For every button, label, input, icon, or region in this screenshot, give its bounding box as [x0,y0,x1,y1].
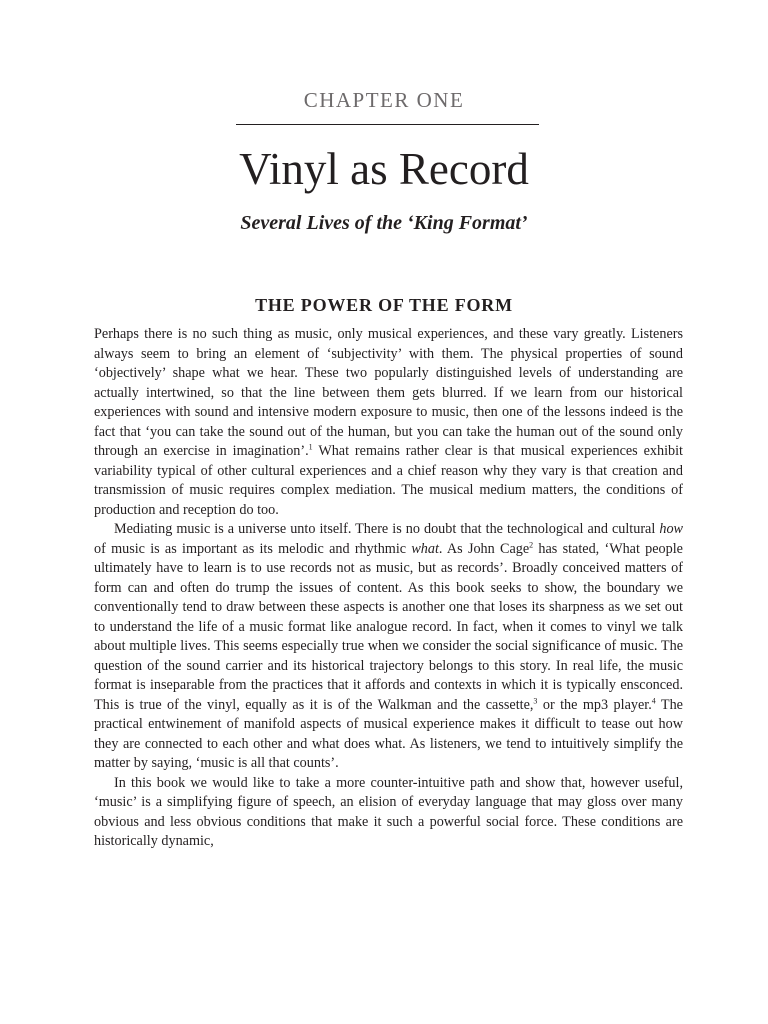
chapter-label: CHAPTER ONE [303,88,465,112]
section-heading: THE POWER OF THE FORM [255,295,513,315]
paragraph-2-emphasis-what: what [411,540,439,557]
footnote-ref-3[interactable]: 3 [533,695,538,705]
paragraph-2-text-a: Mediating music is a universe unto itself. There is no doubt that the technological and cultural [114,521,660,537]
footnote-ref-2[interactable]: 2 [529,539,534,549]
paragraph-1 [94,325,683,520]
paragraph-2-text-c: . As John Cage [438,540,530,557]
paragraph-3 [94,774,683,852]
paragraph-2-text-e: or the mp3 player. [537,696,652,713]
paragraph-2-emphasis-how: how [659,521,683,537]
paragraph-2-text-b: of music is as important as its melodic and rhythmic [94,540,412,557]
paragraph-2-text-d: has stated, ‘What people ultimately have to learn is to use records not as music, but as records’. Broadly conceived matters of form can and often do trump the issues of content. As this book seeks to show, the boundary we conventionally tend to draw between these aspects is another one that loses its sharpness as we set out to understand the life of a music format like analogue record. In fact, when it comes to vinyl we talk about multiple lives. This seems especially true when we consider the social significance of music. The question of the sound carrier and its historical trajectory belongs to this story. In real life, the music format is inseparable from the practices that it affords and contexts in which it is typically ensconced. This is true of the vinyl, equally as it is of the Walkman and the cassette, [94,540,683,713]
chapter-subtitle: Several Lives of the ‘King Format’ [240,212,528,234]
chapter-divider [236,124,539,125]
paragraph-2-text-f: The practical entwinement of manifold aspects of musical experience makes it difficult to tease out how they are connected to each other and what does what. As listeners, we tend to intuitively simplify the matter by saying, ‘music is all that counts’. [94,696,683,771]
footnote-ref-4[interactable]: 4 [651,695,656,705]
chapter-title: Vinyl as Record [239,144,529,194]
paragraph-3-text-a: In this book we would like to take a more counter-intuitive path and show that, however useful, ‘music’ is a simplifying figure of speech, an elision of everyday language that may gloss over many obvious and less obvious conditions that make it such a powerful social force. These conditions are historically dynamic, [94,774,683,849]
paragraph-1-text-b: What remains rather clear is that musical experiences exhibit variability typical of other cultural experiences and a chief reason why they vary is that creation and transmission of music requires complex mediation. The musical medium matters, the conditions of production and reception do too. [94,443,683,518]
footnote-ref-1[interactable]: 1 [308,442,313,452]
paragraph-2 [94,520,683,774]
body-text [94,325,683,852]
paragraph-1-text-a: Perhaps there is no such thing as music, only musical experiences, and these vary greatly. Listeners always seem to bring an element of ‘subjectivity’ with them. The physical properties of sound ‘objectively’ shape what we hear. These two popularly distinguished levels of understanding are actually intertwined, so that the line between them gets blurred. If we learn from our historical experiences with sound and intensive modern exposure to music, then one of the lessons indeed is the fact that ‘you can take the sound out of the human, but you can take the human out of the sound only through an exercise in imagination’. [94,326,683,459]
